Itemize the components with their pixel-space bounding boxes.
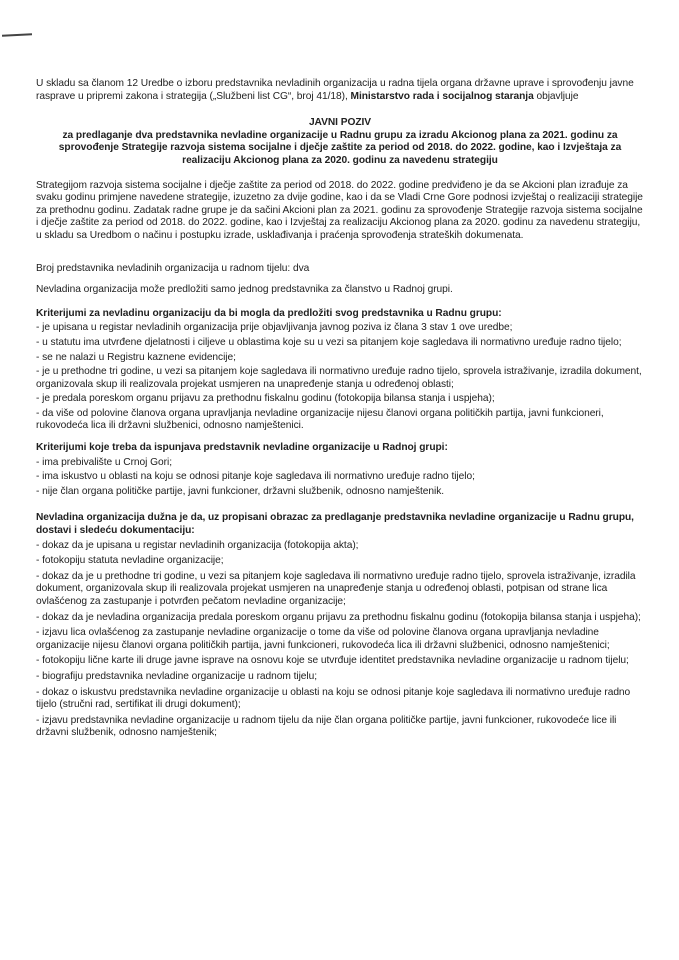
list-item: - ima iskustvo u oblasti na koju se odnosi pitanje koje sagledava ili normativno uređuje radno tijelo; bbox=[36, 471, 475, 483]
criteria-rep-title: Kriterijumi koje treba da ispunjava predstavnik nevladine organizacije u Radnoj grupi: bbox=[36, 442, 448, 454]
intro-paragraph bbox=[36, 78, 644, 103]
list-item: - fotokopiju statuta nevladine organizacije; bbox=[36, 555, 224, 567]
list-item: - izjavu lica ovlašćenog za zastupanje nevladine organizacije o tome da više od polovine članova organa upravljanja nevladine organizacije nijesu članovi organa političkih partija, javni funkcioneri, rukovodeća lica ili državni službenici, odnosno namještenici; bbox=[36, 627, 610, 651]
intro-text: U skladu sa članom 12 Uredbe o izboru predstavnika nevladinih organizacija u radna tijela organa državne uprave i sprovođenju javne rasprave u pripremi zakona i strategija („Službeni list CG“, broj 41/18), bbox=[36, 78, 634, 102]
representative-count: Broj predstavnika nevladinih organizacija u radnom tijelu: dva bbox=[36, 262, 310, 274]
list-item: - je u prethodne tri godine, u vezi sa pitanjem koje sagledava ili normativno uređuje radno tijelo, sprovela istraživanje, izradila dokument, organizovala skup ili realizovala projekat usmjeren na unapređenje stanja u određenoj oblasti; bbox=[36, 366, 642, 390]
list-item: - u statutu ima utvrđene djelatnosti i ciljeve u oblastima koje su u vezi sa pitanjem koje sagledava ili normativno uređuje radno tijelo; bbox=[36, 336, 622, 348]
documents-title: Nevladina organizacija dužna je da, uz propisani obrazac za predlaganje predstavnika nevladine organizacije u Radnu grupu, dostavi i sledeću dokumentaciju: bbox=[36, 512, 634, 537]
documents-list bbox=[36, 540, 644, 740]
list-item: - biografiju predstavnika nevladine organizacije u radnom tijelu; bbox=[36, 670, 318, 682]
list-item: - fotokopiju lične karte ili druge javne isprave na osnovu koje se utvrđuje identitet predstavnika nevladine organizacije u radnom tijelu; bbox=[36, 655, 629, 667]
call-subtitle: za predlaganje dva predstavnika nevladine organizacije u Radnu grupu za izradu Akcionog plana za 2021. godinu za sprovođenje Strategije razvoja sistema socijalne i dječje zaštite za period od 2018. do 2022. godine, kao i Izvještaja za realizaciju Akcionog plana za 2020. godinu za navedenu strategiju bbox=[58, 129, 622, 166]
list-item: - nije član organa političke partije, javni funkcioner, državni službenik, odnosno namještenik. bbox=[36, 485, 445, 497]
document-page bbox=[36, 78, 644, 743]
list-item: - ima prebivalište u Crnoj Gori; bbox=[36, 456, 172, 468]
list-item: - je upisana u registar nevladinih organizacija prije objavljivanja javnog poziva iz člana 3 stav 1 ove uredbe; bbox=[36, 322, 513, 334]
list-item: - izjavu predstavnika nevladine organizacije u radnom tijelu da nije član organa političke partije, javni funkcioner, rukovodeće lice ili državni službenik, odnosno namještenik; bbox=[36, 714, 617, 739]
strategy-paragraph: Strategijom razvoja sistema socijalne i dječje zaštite za period od 2018. do 2022. godine predviđeno je da se Akcioni plan izrađuje za svaku godinu primjene navedene strategije, izuzetno za dvije godine, kao i da se Vladi Crne Gore podnosi izvještaj o realizaciji strategije za prethodnu godinu. Zadatak radne grupe je da sačini Akcioni plan za 2021. godinu za sprovođenje Strategije razvoja sistema socijalne i dječje zaštite za period od 2018. do 2022. godine, kao i Izvještaj za realizaciju Akcionog plana za 2020. godinu za navedenu strategiju, u skladu sa Uredbom o načinu i postupku izrade, usklađivanja i praćenja sprovođenja strateških dokumenata. bbox=[36, 179, 643, 241]
call-heading bbox=[36, 117, 644, 167]
list-item: - dokaz da je nevladina organizacija predala poreskom organu prijavu za prethodnu fiskalnu godinu (fotokopija bilansa stanja i uspjeha); bbox=[36, 611, 641, 623]
criteria-org-list bbox=[36, 322, 644, 433]
list-item: - dokaz o iskustvu predstavnika nevladine organizacije u oblasti na koju se odnosi pitanje koje sagledava ili normativno uređuje radno tijelo (stručni rad, sertifikat ili drugi dokument); bbox=[36, 686, 631, 711]
list-item: - je predala poreskom organu prijavu za prethodnu fiskalnu godinu (fotokopija bilansa stanja i uspjeha); bbox=[36, 393, 495, 405]
criteria-rep-list bbox=[36, 457, 644, 499]
intro-tail: objavljuje bbox=[536, 90, 579, 102]
list-item: - dokaz da je u prethodne tri godine, u vezi sa pitanjem koje sagledava ili normativno uređuje radno tijelo, sprovela istraživanje, izradila dokument, organizovala skup ili realizovala projekat usmjeren na unapređenje stanja u određenoj oblasti, potpisan od strane lica ovlašćenog za zastupanje i potvrđen pečatom nevladine organizacije; bbox=[36, 570, 636, 607]
call-title: JAVNI POZIV bbox=[308, 117, 372, 129]
ministry-name: Ministarstvo rada i socijalnog staranja bbox=[350, 90, 534, 102]
scan-mark bbox=[2, 33, 32, 37]
one-representative-note: Nevladina organizacija može predložiti samo jednog predstavnika za članstvo u Radnoj grupi. bbox=[36, 284, 453, 296]
list-item: - da više od polovine članova organa upravljanja nevladine organizacije nijesu članovi organa političkih partija, javni funkcioneri, rukovodeća lica ili državni službenici, odnosno namještenici. bbox=[36, 407, 604, 432]
list-item: - dokaz da je upisana u registar nevladinih organizacija (fotokopija akta); bbox=[36, 539, 359, 551]
criteria-org-title: Kriterijumi za nevladinu organizaciju da bi mogla da predložiti svog predstavnika u Radnu grupu: bbox=[36, 307, 502, 319]
list-item: - se ne nalazi u Registru kaznene evidencije; bbox=[36, 351, 236, 363]
